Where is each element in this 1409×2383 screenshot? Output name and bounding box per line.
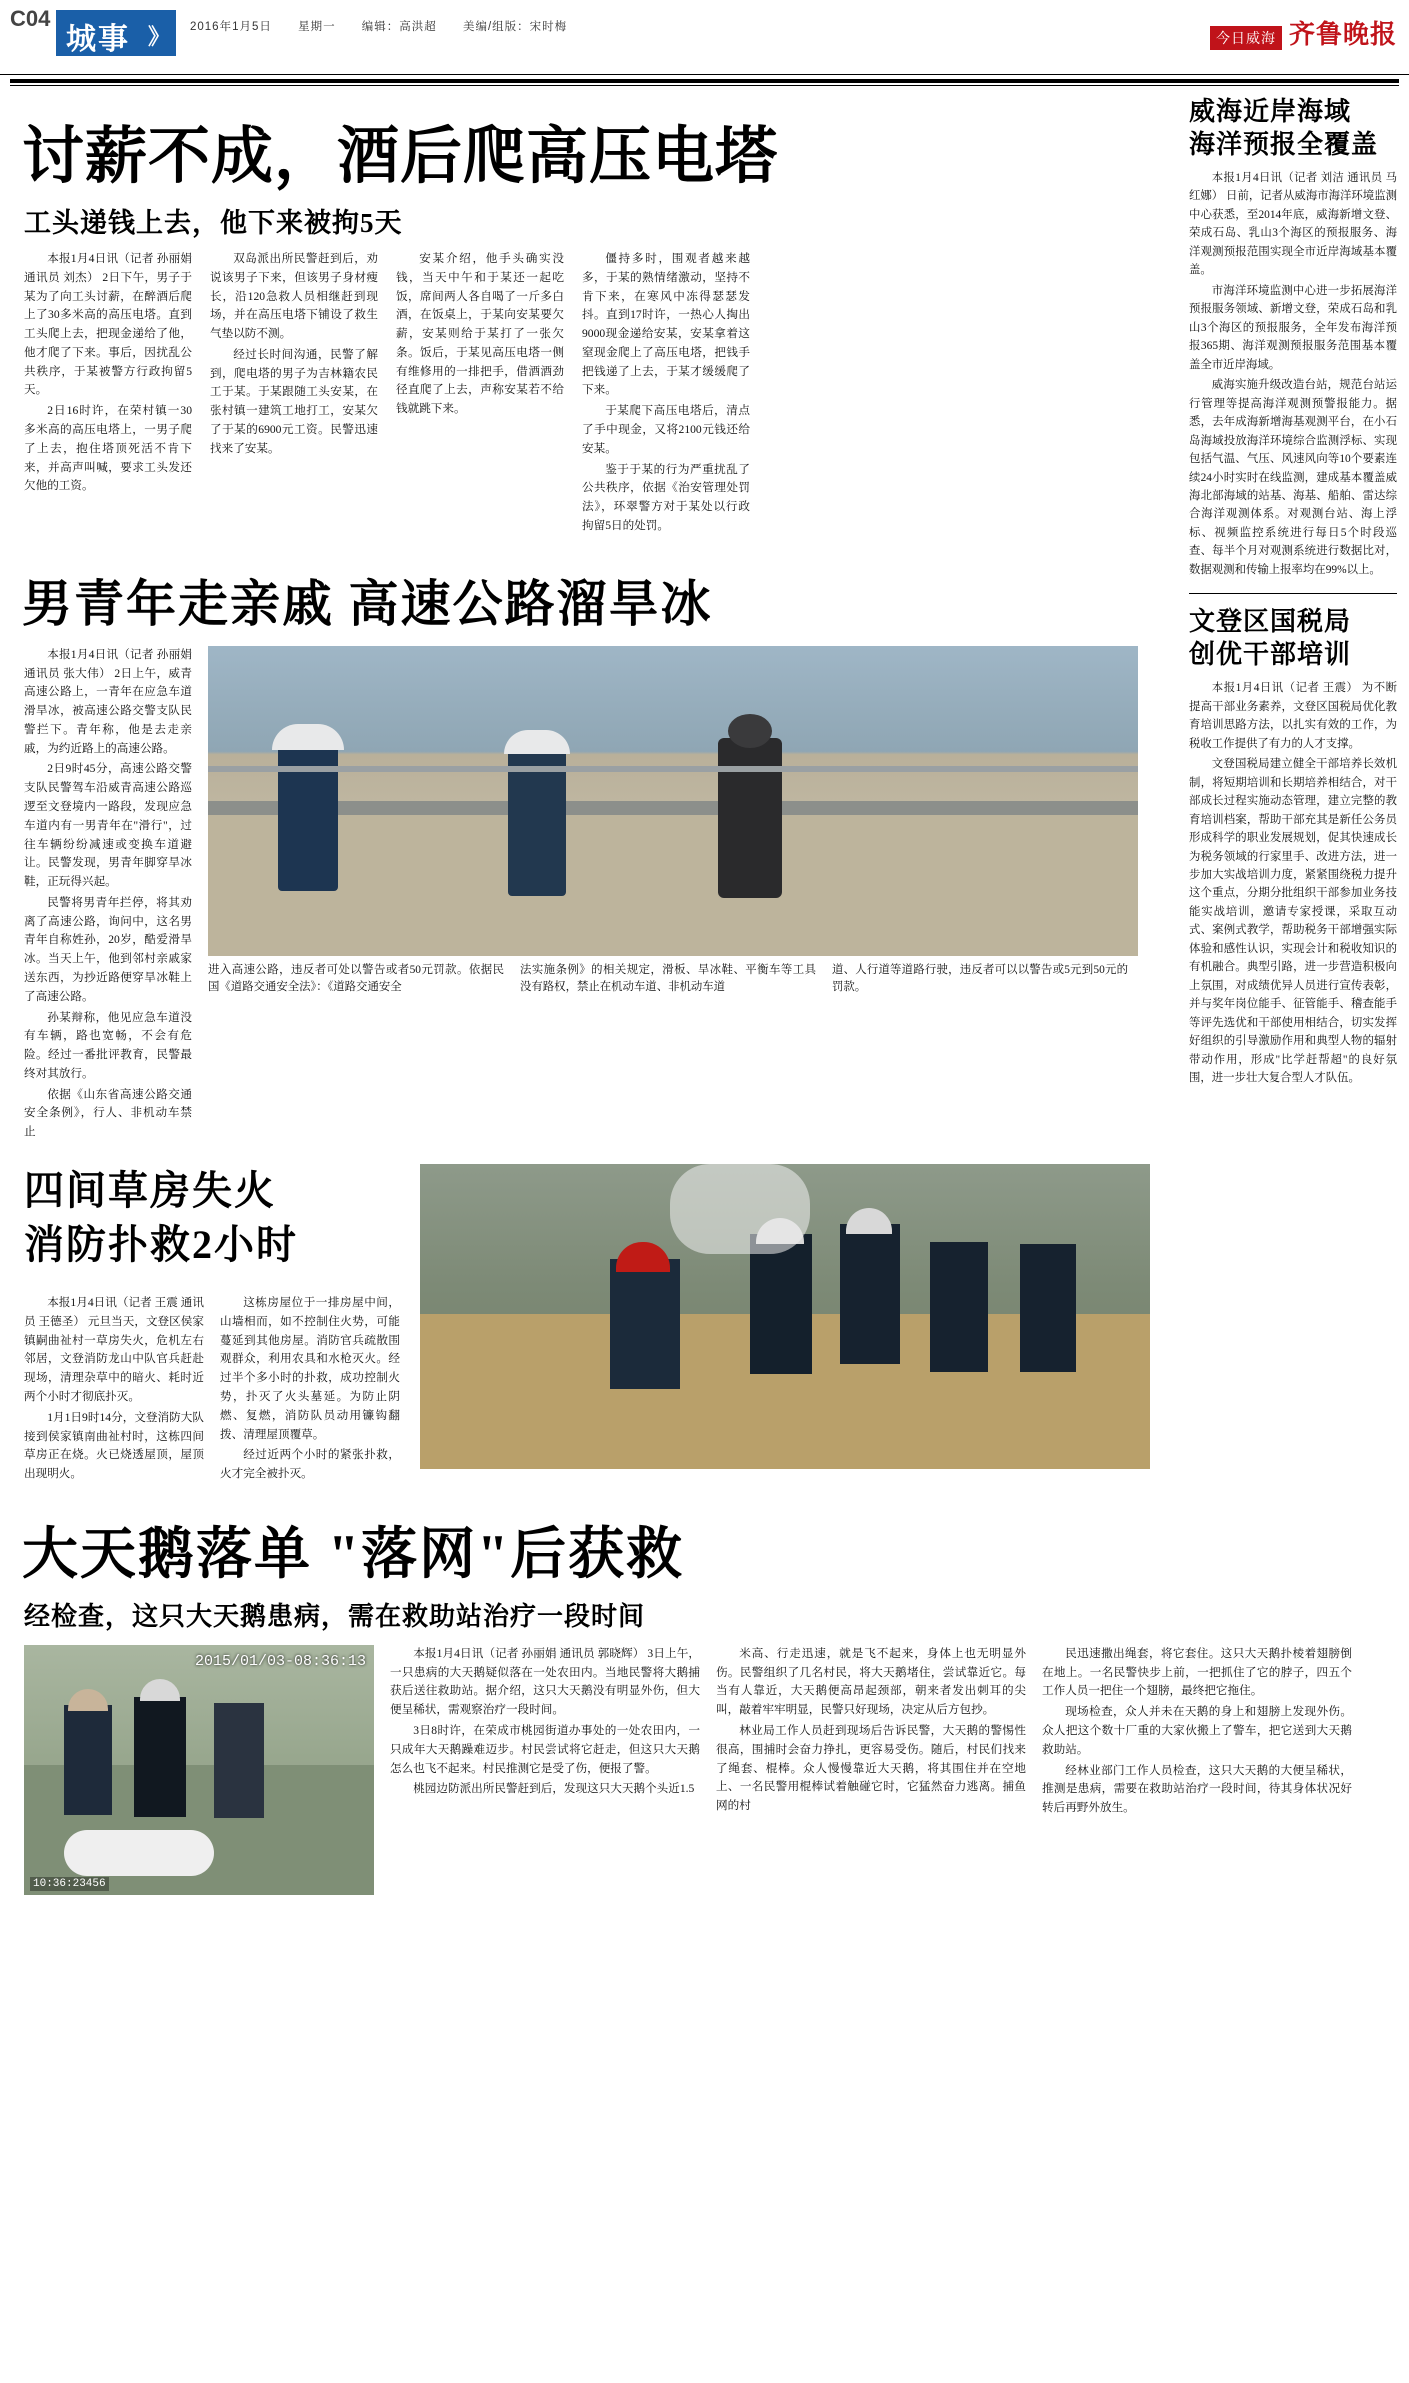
masthead-edition-badge: 今日威海 (1210, 26, 1282, 50)
lead-subhead: 工头递钱上去，他下来被拘5天 (24, 208, 403, 238)
rail-article-1-title-line2: 海洋预报全覆盖 (1189, 129, 1379, 159)
masthead-designer: 美编/组版：宋时梅 (462, 21, 568, 33)
photo-timestamp: 2015/01/03-08:36:13 (194, 1652, 366, 1670)
masthead-brand (1210, 14, 1397, 51)
story-2-headline: 男青年走亲戚 高速公路溜旱冰 (22, 575, 713, 632)
lead-story (0, 106, 1150, 538)
story-3-headline (24, 1164, 404, 1272)
story-2-caption-2: 法实施条例》的相关规定，滑板、旱冰鞋、平衡车等工具没有路权，禁止在机动车道、非机动车道 (520, 963, 816, 994)
masthead (0, 0, 1409, 75)
story-3-col-2: 这栋房屋位于一排房屋中间，山墙相而，如不控制住火势，可能蔓延到其他房屋。消防官兵疏散围观群众，利用农具和水枪灭火。经过半个多小时的扑救，成功控制火势，扑灭了火头墓延。为防止阴燃、复燃，消防队员动用镰钩翻拨、清理屋顶覆草。 经过近两个小时的紧张扑救，火才完全被扑灭。 (220, 1296, 400, 1481)
section-flag (56, 10, 176, 56)
rail-article-2-title-line2: 创优干部培训 (1189, 639, 1352, 669)
story-4-headline: 大天鹅落单 "落网"后获救 (22, 1523, 685, 1586)
story-2-photo-block (208, 646, 1138, 1144)
story-4-photo (24, 1645, 374, 1895)
story-2 (0, 564, 1150, 1144)
story-3-headline-line2: 消防扑救2小时 (24, 1222, 298, 1268)
rail-divider (1189, 593, 1397, 594)
story-3-headline-line1: 四间草房失火 (24, 1168, 276, 1214)
section-flag-label: 城事 (66, 23, 130, 56)
page-folio: C04 (10, 6, 51, 31)
rail-article-1-title-line1: 威海近岸海域 (1189, 97, 1352, 126)
chevron-right-icon: 》 (147, 24, 170, 49)
lead-headline: 讨薪不成，酒后爬高压电塔 (22, 123, 779, 191)
masthead-rule-thin (10, 85, 1399, 86)
right-rail (1189, 96, 1397, 1090)
rail-article-2-title (1189, 606, 1397, 671)
story-3-col-1: 本报1月4日讯（记者 王震 通讯员 王德圣） 元旦当天，文登区侯家镇嗣曲祉村一草房失火，危机左右邻居，文登消防龙山中队官兵赶赴现场，清理杂草中的暗火、耗时近两个小时才彻底扑灭。 1月1日9时14分，文登消防大队接到侯家镇南曲祉村时，这栋四间草房正在烧。火已烧透屋顶，屋顶出现明火。 (24, 1296, 204, 1481)
masthead-rule-thick (10, 79, 1399, 83)
story-4-subhead: 经检查，这只大天鹅患病，需在救助站治疗一段时间 (24, 1601, 646, 1631)
story-4-col-1: 本报1月4日讯（记者 孙丽娟 通讯员 郭晓辉） 3日上午，一只患病的大天鹅疑似落在一处农田内。当地民警将大鹅捕获后送往救助站。据介绍，这只大天鹅没有明显外伤，但大便呈稀状，需观察治疗一段时间。 3日8时许，在荣成市桃园街道办事处的一处农田内，一只成年大天鹅躁难迈步。村民尝试将它赶走，但这只大天鹅怎么也飞不起来。村民推测它是受了伤，便报了警。 桃园边防派出所民警赶到后，发现这只大天鹅个头近1.5 (390, 1646, 700, 1796)
rail-article-2-body: 本报1月4日讯（记者 王震） 为不断提高干部业务素养，文登区国税局优化教育培训思路方法，以扎实有效的工作，为税收工作提供了有力的人才支撑。 文登国税局建立健全干部培养长效机制，将短期培训和长期培养相结合，对干部成长过程实施动态管理，建立完整的教育培训档案，帮助干部充其是新任公务员形成科学的职业发展规划，促其快速成长为税务领域的行家里手、改进方法，进一步加大实战培训力度，紧紧围绕税力提升这个重点，分期分批组织干部参加业务技能实战培训，邀请专家授课，采取互动式、案例式教学，帮助税务干部增强实际体验和感性认识，实现会计和税收知识的有机融合。典型引路，进一步营造积极向上氛围，对成绩优异人员进行宣传表彰，并与奖年岗位能手、征管能手、稽查能手等评先选优和干部使用相结合，切实发挥好组织的引导激励作用和典型人物的辐射带动作用，形成"比学赶帮超"的良好氛围，进一步壮大复合型人才队伍。 (1189, 682, 1397, 1085)
masthead-date: 2016年1月5日 (190, 21, 272, 33)
story-4-col-3: 民迅速撒出绳套，将它套住。这只大天鹅扑棱着翅膀倒在地上。一名民警快步上前，一把抓住了它的脖子，四五个工作人员一把住一个翅膀，最终把它拖住。 现场检查，众人并未在天鹅的身上和翅膀上发现外伤。众人把这个数十厂重的大家伙搬上了警车，把它送到大天鹅救助站。 经林业部门工作人员检查，这只大天鹅的大便呈稀状，推测是患病，需要在救助站治疗一段时间，待其身体状况好转后再野外放生。 (1042, 1646, 1352, 1815)
masthead-brand-name: 齐鲁晚报 (1288, 20, 1397, 49)
masthead-editor: 编辑：高洪超 (361, 21, 437, 33)
masthead-weekday: 星期一 (298, 21, 336, 33)
story-2-caption-1: 进入高速公路，违反者可处以警告或者50元罚款。依据民国《道路交通安全法》：《道路交通安全 (208, 963, 504, 994)
story-4-col-2: 米高、行走迅速，就是飞不起来，身体上也无明显外伤。民警组织了几名村民，将大天鹅堵住，尝试靠近它。每当有人靠近，大天鹅便高昂起颈部，朝来者发出刺耳的尖叫，敲着牢牢明显，民警只好现场，决定从后方包抄。 林业局工作人员赶到现场后告诉民警，大天鹅的警惕性很高，围捕时会奋力挣扎，更容易受伤。随后，村民们找来了绳套、棍棒。众人慢慢靠近大天鹅，将其围住并在空地上、一名民警用棍棒试着触碰它时，它猛然奋力逃离。捕鱼网的村 (716, 1646, 1026, 1813)
rail-article-1-body: 本报1月4日讯（记者 刘洁 通讯员 马红娜） 日前，记者从威海市海洋环境监测中心获悉，至2014年底，威海新增文登、荣成石岛、乳山3个海区的预报服务、海洋观测预报范围实现全市近岸海域基本覆盖。 市海洋环境监测中心进一步拓展海洋预报服务领域、新增文登，荣成石岛和乳山3个海区的预报服务，全年发布海洋预报365期、海洋观测预报服务范围基本覆盖全市近岸海域。 威海实施升级改造台站，规范台站运行管理等提高海洋观测预警报能力。据悉，去年成海新增海基观测平台，在小石岛海域投放海洋环境综合监测浮标、实现包括气温、气压、风速风向等10个要素连续24小时实时在线监测，建成基本覆盖威海北部海域的站基、海基、船舶、雷达综合海洋观测体系。对观测台站、海上浮标、视频监控系统进行每日5个时段巡查、每半个月对观测系统进行数据比对，数据观测和传输上报率均在99%以上。 (1189, 172, 1397, 576)
story-2-col-1: 本报1月4日讯（记者 孙丽娟 通讯员 张大伟） 2日上午，威青高速公路上，一青年在应急车道滑旱冰，被高速公路交警支队民警拦下。青年称，他是去走亲戚，为约近路上的高速公路。 2日9时45分，高速公路交警支队民警驾车沿威青高速公路巡逻至文登境内一路段，发现应急车道内有一男青年在"滑行"，过往车辆纷纷减速或变换车道避让。民警发现，男青年脚穿旱冰鞋，正玩得兴起。 民警将男青年拦停，将其劝离了高速公路，询问中，这名男青年自称姓孙，20岁，酷爱滑旱冰。当天上午，他到邻村亲戚家送东西，为抄近路便穿旱冰鞋上了高速公路。 孙某辩称，他见应急车道没有车辆，路也宽畅，不会有危险。经过一番批评教育，民警最终对其放行。 依据《山东省高速公路交通安全条例》，行人、非机动车禁止 (24, 647, 192, 1139)
story-4 (0, 1510, 1380, 1895)
rail-article-2-title-line1: 文登区国税局 (1189, 607, 1352, 637)
lead-col-1: 本报1月4日讯（记者 孙丽娟 通讯员 刘杰） 2日下午，男子于某为了向工头讨薪，在醉酒后爬上了30多米高的高压电塔。直到工头爬上去，把现金递给了他，他才爬了下来。事后，因扰乱公共秩序，于某被警方行政拘留5天。 2日16时许，在荣村镇一30多米高的高压电塔上，一男子爬了上去，抱住塔顶死活不肯下来，并高声叫喊，要求工头发还欠他的工资。 (24, 252, 192, 493)
story-2-photo (208, 646, 1138, 956)
photo-timestamp-secondary: 10:36:23456 (30, 1877, 109, 1891)
lead-col-3: 安某介绍，他手头确实没钱，当天中午和于某还一起吃饭，席间两人各自喝了一斤多白酒，在饭桌上，于某向安某要欠薪，安某则给于某打了一张欠条。饭后，于某见高压电塔一侧有维修用的一排把手，借酒酒劲径直爬了上去，声称安某若不给钱就跳下来。 (396, 252, 564, 416)
story-3-photo (420, 1164, 1150, 1469)
lead-col-2: 双岛派出所民警赶到后，劝说该男子下来，但该男子身材瘦长，沿120急救人员相继赶到现场，并在高压电塔下铺设了救生气垫以防不测。 经过长时间沟通，民警了解到，爬电塔的男子为吉林籍农民工于某。于某跟随工头安某，在张村镇一建筑工地打工，安某欠了于某的6900元工资。民警迅速找来了安某。 (210, 252, 378, 455)
lead-col-4: 僵持多时，围观者越来越多，于某的熟情绪激动，坚持不肯下来，在寒风中冻得瑟瑟发抖。直到17时许，一热心人掏出9000现金递给安某，安某拿着这窒现金爬上了高压电塔，把钱手把钱递了上去，于某才缓缓爬了下来。 于某爬下高压电塔后，清点了手中现金，又将2100元钱还给安某。 鉴于于某的行为严重扰乱了公共秩序，依据《治安管理处罚法》，环翠警方对于某处以行政拘留5日的处罚。 (582, 252, 750, 532)
rail-article-1-title (1189, 96, 1397, 161)
story-3 (0, 1164, 1174, 1486)
masthead-meta (190, 18, 589, 34)
story-2-caption-3: 道、人行道等道路行驶，违反者可以以警告或5元到50元的罚款。 (832, 963, 1128, 994)
